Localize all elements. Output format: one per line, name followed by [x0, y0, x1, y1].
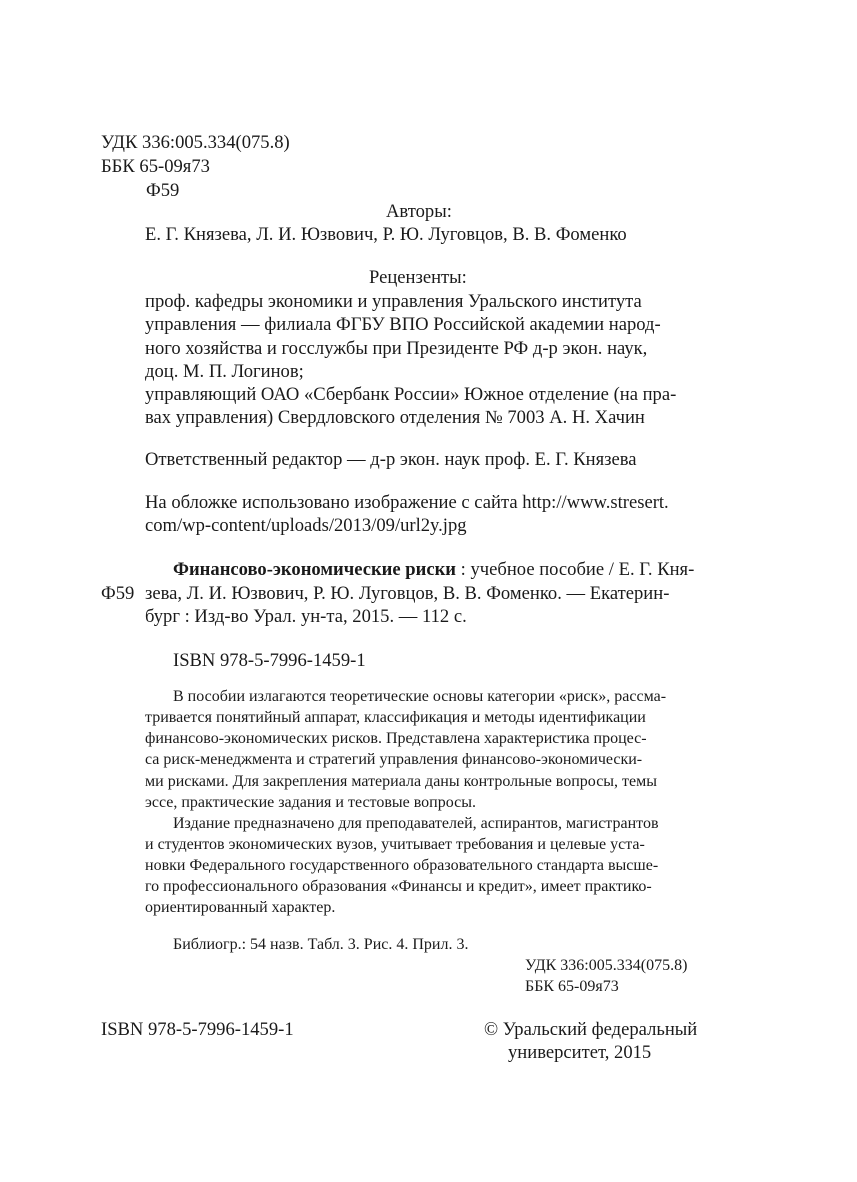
bibliographic-line1: Финансово-экономические риски : учебное пособие / Е. Г. Кня- — [173, 559, 695, 580]
bibliographic-mark: Ф59 — [101, 583, 135, 604]
annotation-line: го профессионального образования «Финансы и кредит», имеет практико- — [145, 878, 652, 895]
annotation-line: ми рисками. Для закрепления материала даны контрольные вопросы, темы — [145, 773, 658, 790]
annotation-line: и студентов экономических вузов, учитывает требования и целевые уста- — [145, 836, 645, 853]
annotation-udk: УДК 336:005.334(075.8) — [525, 957, 688, 974]
reviewer-line: доц. М. П. Логинов; — [145, 361, 304, 382]
cover-note-line: com/wp-content/uploads/2013/09/url2y.jpg — [145, 515, 467, 536]
annotation-bbk: ББК 65-09я73 — [525, 978, 619, 995]
reviewer-line: управляющий ОАО «Сбербанк России» Южное отделение (на пра- — [145, 384, 677, 405]
reviewers-heading: Рецензенты: — [369, 267, 467, 288]
annotation-line: ориентированный характер. — [145, 899, 336, 916]
annotation-line: эссе, практические задания и тестовые вопросы. — [145, 794, 476, 811]
footer-isbn: ISBN 978-5-7996-1459-1 — [101, 1019, 294, 1040]
bibliographic-line2: зева, Л. И. Юзвович, Р. Ю. Луговцов, В. В. Фоменко. — Екатерин- — [145, 583, 670, 604]
annotation-line: са риск-менеджмента и стратегий управления финансово-экономически- — [145, 751, 643, 768]
annotation-line: финансово-экономических рисков. Представлена характеристика процес- — [145, 730, 647, 747]
bibliographic-isbn: ISBN 978-5-7996-1459-1 — [173, 650, 366, 671]
footer-copyright-line2: университет, 2015 — [508, 1042, 652, 1063]
header-udk: УДК 336:005.334(075.8) — [101, 132, 290, 153]
header-author-mark: Ф59 — [146, 180, 180, 201]
reviewer-line: проф. кафедры экономики и управления Уральского института — [145, 291, 642, 312]
authors-heading: Авторы: — [386, 201, 452, 222]
annotation-line: тривается понятийный аппарат, классификация и методы идентификации — [145, 709, 646, 726]
header-bbk: ББК 65-09я73 — [101, 156, 210, 177]
authors-names: Е. Г. Князева, Л. И. Юзвович, Р. Ю. Луговцов, В. В. Фоменко — [145, 224, 627, 245]
reviewer-line: ного хозяйства и госслужбы при Президенте РФ д-р экон. наук, — [145, 338, 648, 359]
book-title: Финансово-экономические риски — [173, 559, 457, 580]
annotation-line: В пособии излагаются теоретические основы категории «риск», рассма- — [173, 688, 667, 705]
annotation-line: Издание предназначено для преподавателей, аспирантов, магистрантов — [173, 815, 659, 832]
footer-copyright-line1: © Уральский федеральный — [484, 1019, 698, 1040]
responsible-editor: Ответственный редактор — д-р экон. наук проф. Е. Г. Князева — [145, 449, 637, 470]
cover-note-line: На обложке использовано изображение с сайта http://www.stresert. — [145, 492, 669, 513]
bibliographic-line3: бург : Изд-во Урал. ун-та, 2015. — 112 с. — [145, 606, 467, 627]
annotation-biblio: Библиогр.: 54 назв. Табл. 3. Рис. 4. Прил. 3. — [173, 936, 469, 953]
annotation-line: новки Федерального государственного образовательного стандарта высше- — [145, 857, 659, 874]
reviewer-line: вах управления) Свердловского отделения № 7003 А. Н. Хачин — [145, 407, 645, 428]
reviewer-line: управления — филиала ФГБУ ВПО Российской академии народ- — [145, 314, 661, 335]
